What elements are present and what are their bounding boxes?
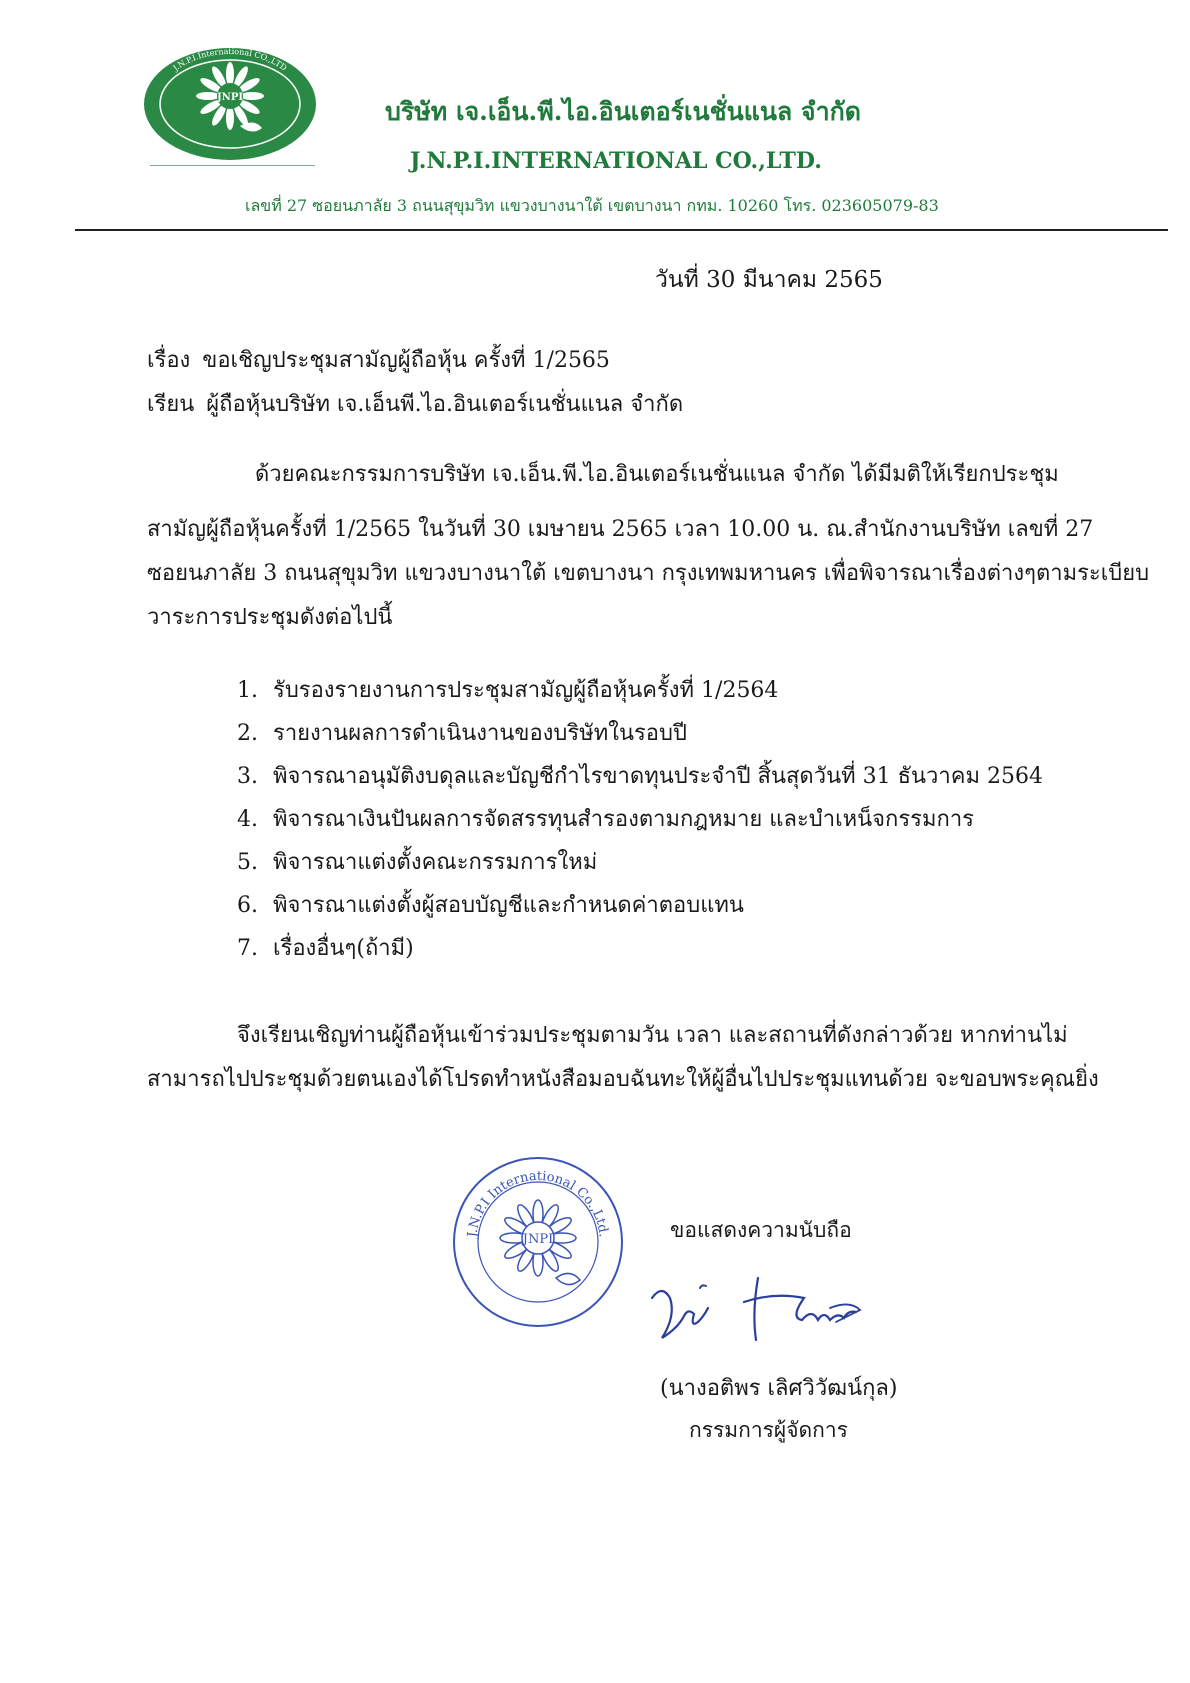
recipient-label: เรียน [147, 392, 195, 417]
company-name-en: J.N.P.I.INTERNATIONAL CO.,LTD. [410, 148, 822, 174]
company-logo [140, 44, 320, 164]
body-intro-line-4: วาระการประชุมดังต่อไปนี้ [147, 605, 393, 630]
agenda-list [237, 672, 1043, 973]
agenda-item: 5. พิจารณาแต่งตั้งคณะกรรมการใหม่ [237, 850, 598, 875]
logo-center-text: JNPI [216, 92, 244, 103]
signer-name: (นางอติพร เลิศวิวัฒน์กุล) [660, 1376, 898, 1401]
stamp-ring-text: J.N.P.I International Co.,Ltd. [465, 1168, 611, 1238]
letterhead-divider [75, 229, 1168, 231]
stamp-center-text: JNPI [522, 1232, 554, 1247]
subject-label: เรื่อง [147, 348, 191, 373]
signer-title: กรรมการผู้จัดการ [689, 1418, 848, 1442]
agenda-item: 2. รายงานผลการดำเนินงานของบริษัทในรอบปี [237, 721, 687, 746]
recipient-line [147, 386, 683, 421]
agenda-item: 7. เรื่องอื่นๆ(ถ้ามี) [237, 936, 414, 961]
signature [640, 1258, 880, 1358]
closing-phrase: ขอแสดงความนับถือ [670, 1218, 852, 1242]
letter-date: วันที่ 30 มีนาคม 2565 [655, 267, 883, 293]
company-address: เลขที่ 27 ซอยนภาลัย 3 ถนนสุขุมวิท แขวงบางนาใต้ เขตบางนา กทม. 10260 โทร. 023605079-83 [245, 196, 939, 215]
company-stamp [448, 1152, 628, 1332]
agenda-item: 3. พิจารณาอนุมัติงบดุลและบัญชีกำไรขาดทุนประจำปี สิ้นสุดวันที่ 31 ธันวาคม 2564 [237, 764, 1043, 789]
body-intro-line-3: ซอยนภาลัย 3 ถนนสุขุมวิท แขวงบางนาใต้ เขตบางนา กรุงเทพมหานคร เพื่อพิจารณาเรื่องต่างๆตามระเบียบ [147, 561, 1150, 586]
logo-underline [150, 165, 315, 166]
logo-ring-text: J.N.P.I.International CO.,LTD [171, 46, 289, 73]
body-intro-line-1: ด้วยคณะกรรมการบริษัท เจ.เอ็น.พี.ไอ.อินเตอร์เนชั่นแนล จำกัด ได้มีมติให้เรียกประชุม [255, 462, 1059, 487]
subject-line [147, 342, 610, 377]
agenda-item: 1. รับรองรายงานการประชุมสามัญผู้ถือหุ้นครั้งที่ 1/2564 [237, 678, 779, 703]
recipient-text: ผู้ถือหุ้นบริษัท เจ.เอ็นพี.ไอ.อินเตอร์เนชั่นแนล จำกัด [206, 392, 684, 417]
subject-text: ขอเชิญประชุมสามัญผู้ถือหุ้น ครั้งที่ 1/2565 [202, 348, 610, 373]
body-outro-line-1: จึงเรียนเชิญท่านผู้ถือหุ้นเข้าร่วมประชุมตามวัน เวลา และสถานที่ดังกล่าวด้วย หากท่านไม่ [237, 1023, 1068, 1048]
agenda-item: 6. พิจารณาแต่งตั้งผู้สอบบัญชีและกำหนดค่าตอบแทน [237, 893, 744, 918]
letterhead [0, 0, 1190, 240]
body-intro-line-2: สามัญผู้ถือหุ้นครั้งที่ 1/2565 ในวันที่ 30 เมษายน 2565 เวลา 10.00 น. ณ.สำนักงานบริษัท เลขที่ 27 [147, 517, 1094, 542]
body-outro-line-2: สามารถไปประชุมด้วยตนเองได้โปรดทำหนังสือมอบฉันทะให้ผู้อื่นไปประชุมแทนด้วย จะขอบพระคุณยิ่ง [147, 1067, 1099, 1092]
agenda-item: 4. พิจารณาเงินปันผลการจัดสรรทุนสำรองตามกฎหมาย และบำเหน็จกรรมการ [237, 807, 974, 832]
company-name-th: บริษัท เจ.เอ็น.พี.ไอ.อินเตอร์เนชั่นแนล จำกัด [385, 97, 861, 126]
